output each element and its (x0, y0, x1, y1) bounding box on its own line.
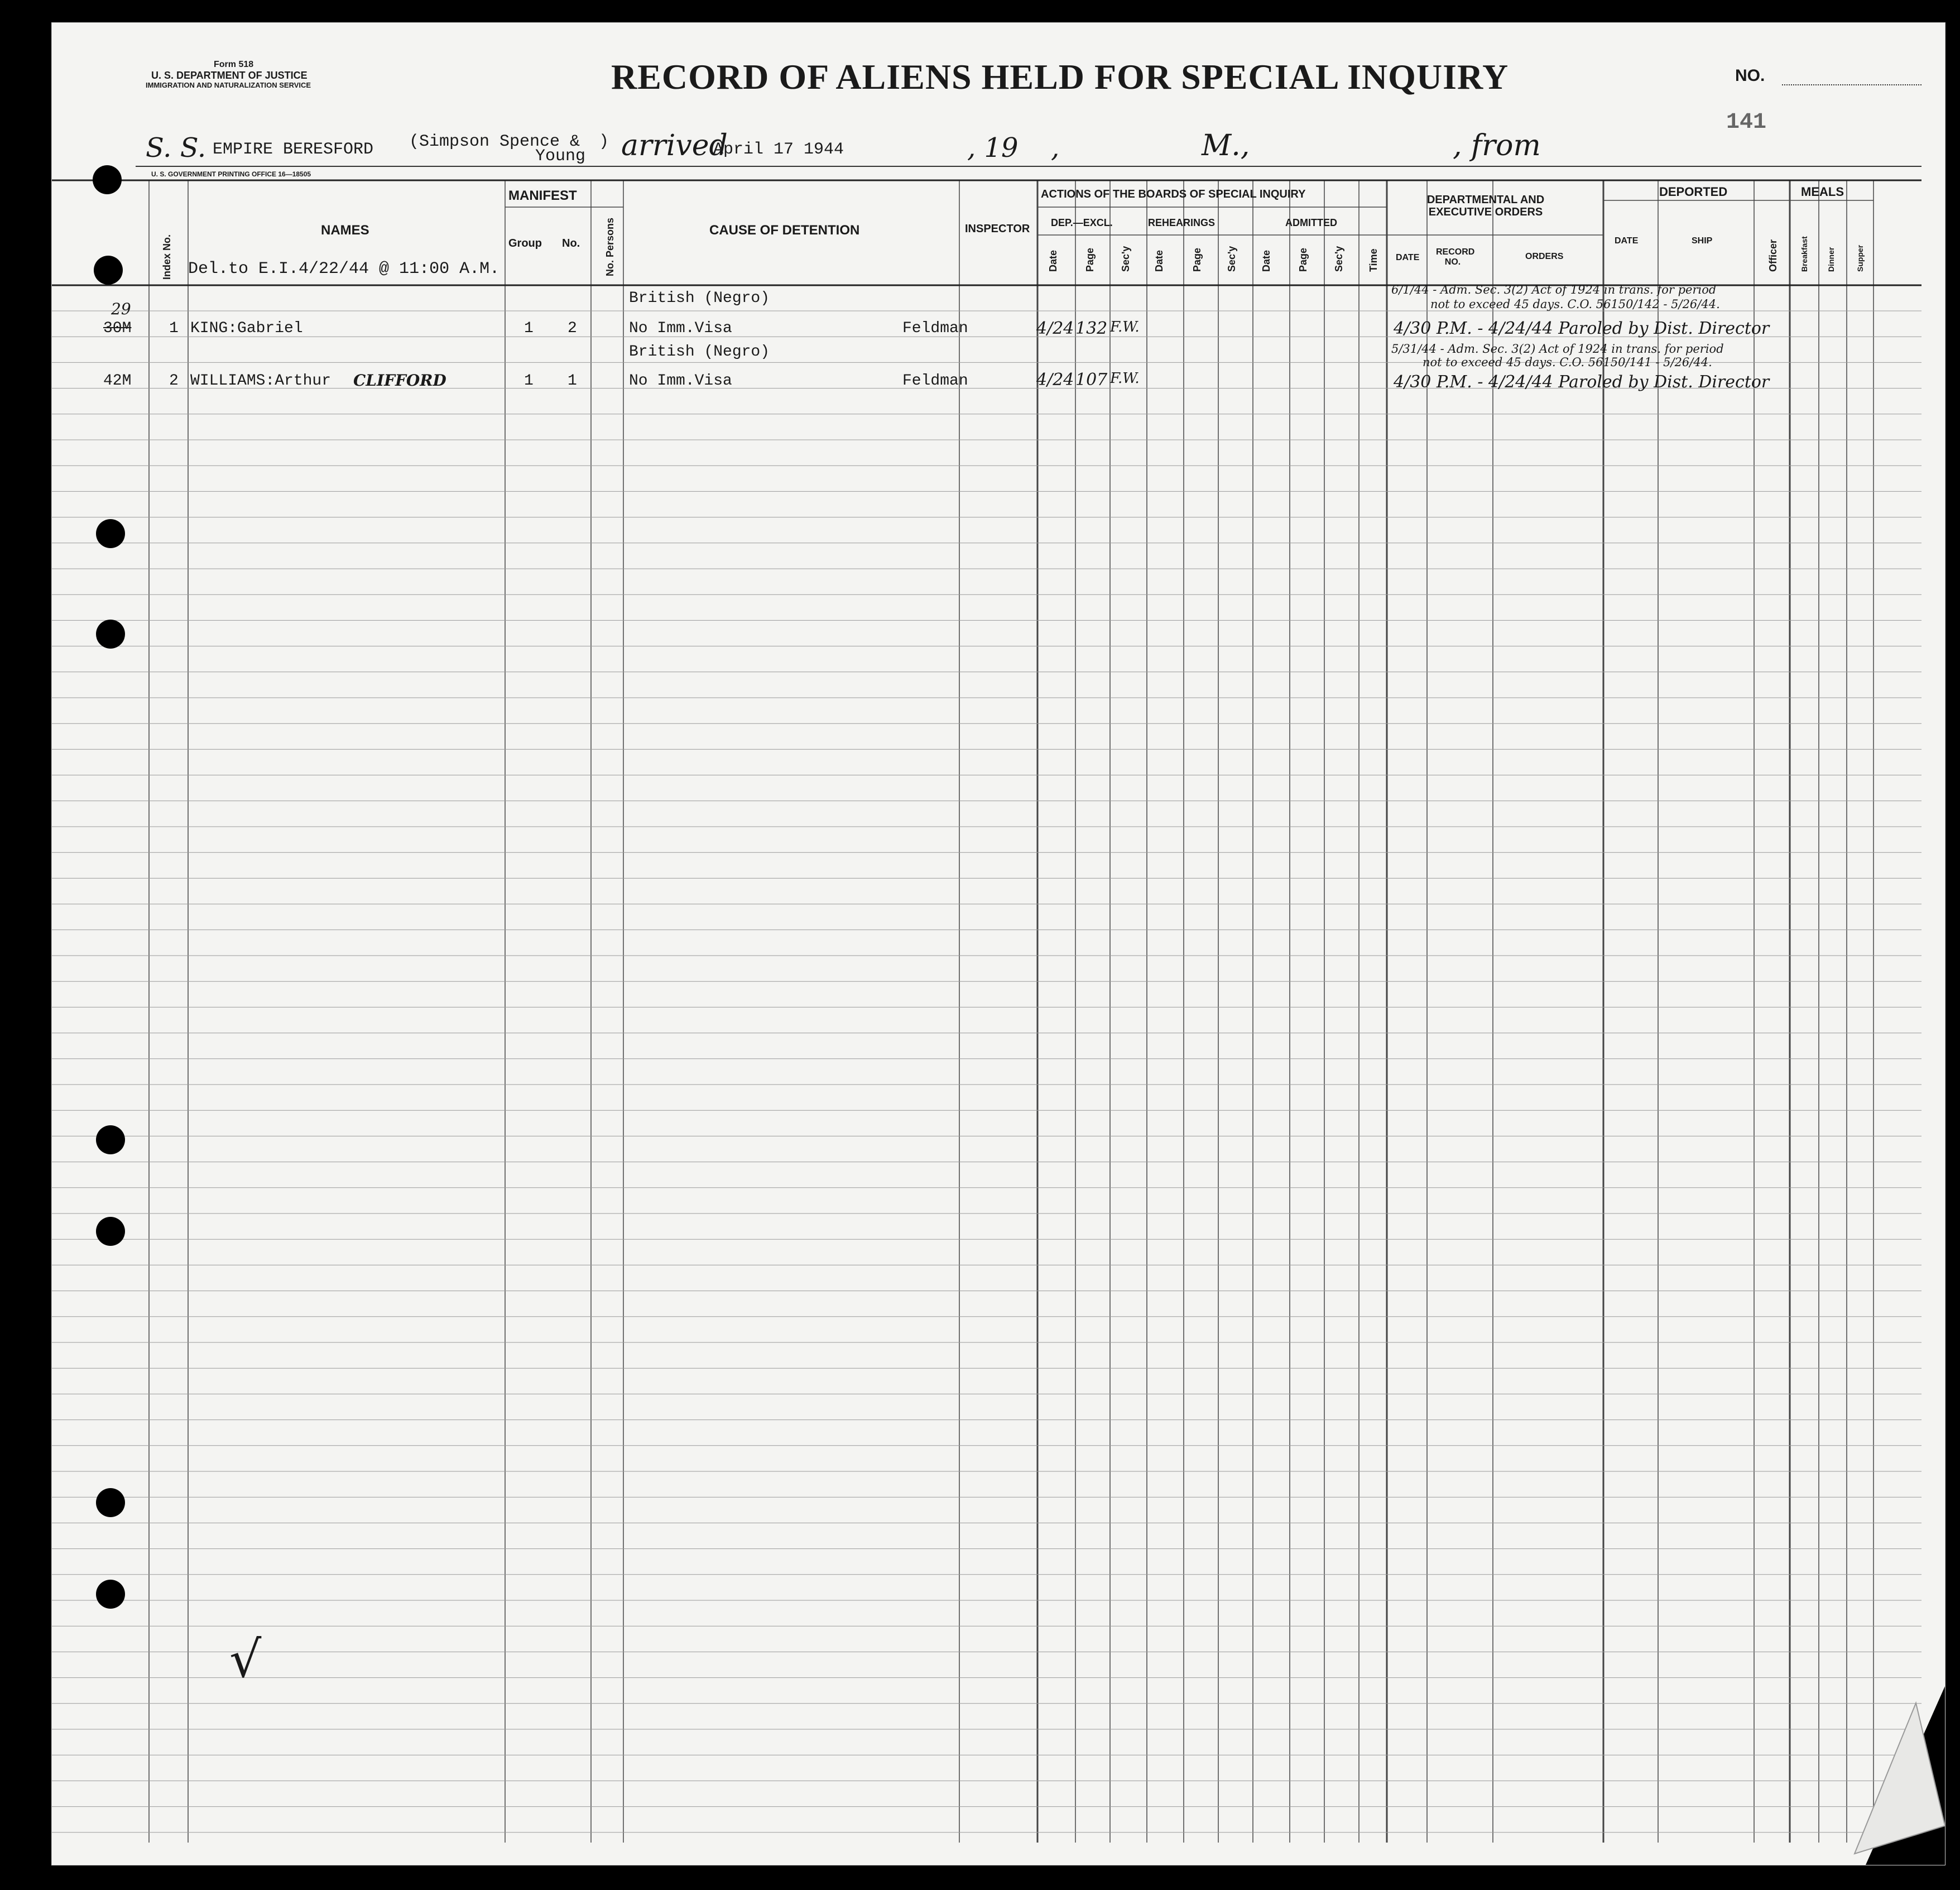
m-label: M., (1202, 129, 1250, 162)
ship-agent: (Simpson Spence & (409, 132, 580, 151)
punch-hole (93, 165, 122, 194)
col-manifest-no: No. (562, 237, 580, 250)
col-rehearings: REHEARINGS (1148, 217, 1216, 228)
dept-name: U. S. DEPARTMENT OF JUSTICE (151, 70, 308, 81)
col-cause: CAUSE OF DETENTION (709, 223, 860, 238)
row2-inspector: Feldman (902, 372, 968, 390)
comma-sep: , (1051, 132, 1060, 164)
row2-left-code: 42M (103, 372, 132, 390)
year-label: , 19 (967, 132, 1019, 164)
folded-corner (1832, 1686, 1945, 1865)
ship-name: EMPIRE BERESFORD (213, 140, 374, 159)
col-orders-date: DATE (1396, 253, 1420, 262)
row2-order-2: not to exceed 45 days. C.O. 56150/141 - 5/26/44. (1423, 356, 1712, 369)
col-dep-excl: DEP.—EXCL. (1051, 217, 1113, 228)
row1-bsi-date: 4/24 (1036, 319, 1074, 338)
page-title: RECORD OF ALIENS HELD FOR SPECIAL INQUIRY (611, 57, 1509, 97)
no-label: NO. (1735, 66, 1765, 85)
form-page (51, 22, 1945, 1865)
row2-name: WILLIAMS:Arthur (190, 372, 332, 390)
col-adm-date: Date (1261, 250, 1272, 272)
punch-hole (96, 1580, 125, 1609)
punch-hole (96, 1125, 125, 1154)
col-bsi-date: Date (1048, 250, 1059, 272)
col-adm-secy: Sec'y (1333, 246, 1344, 272)
col-officer: Officer (1767, 239, 1779, 272)
row2-bsi-page: 107 (1075, 370, 1108, 390)
arrived-label: arrived (621, 129, 728, 162)
col-names: NAMES (321, 223, 369, 238)
col-reh-secy: Sec'y (1226, 246, 1237, 272)
col-bsi-page: Page (1084, 247, 1096, 272)
row1-no: 2 (568, 320, 577, 337)
arrived-date: April 17 1944 (713, 140, 844, 159)
col-adm-time: Time (1368, 248, 1379, 272)
col-meals: MEALS (1801, 185, 1844, 199)
col-ship: SHIP (1692, 236, 1713, 246)
col-manifest: MANIFEST (508, 188, 577, 203)
ship-agent-2: Young (535, 147, 586, 166)
col-persons: No. Persons (604, 217, 616, 276)
row1-order-1: 6/1/44 - Adm. Sec. 3(2) Act of 1924 in trans. for period (1391, 283, 1717, 296)
col-adm-page: Page (1298, 247, 1309, 272)
row2-index: 2 (169, 372, 179, 390)
col-deported-date: DATE (1615, 236, 1639, 246)
delivery-note: Del.to E.I.4/22/44 @ 11:00 A.M. (188, 260, 500, 279)
col-actions: ACTIONS OF THE BOARDS OF SPECIAL INQUIRY (1041, 188, 1306, 200)
col-admitted: ADMITTED (1285, 217, 1337, 228)
ss-label: S. S. (146, 132, 206, 164)
punch-hole (96, 1488, 125, 1517)
row1-left-top: 29 (111, 300, 131, 318)
page-stamp: 141 (1726, 110, 1767, 135)
col-bsi-secy: Sec'y (1120, 246, 1131, 272)
col-supper: Supper (1856, 244, 1865, 272)
service-name: IMMIGRATION AND NATURALIZATION SERVICE (146, 81, 311, 89)
punch-hole (96, 620, 125, 649)
col-record-no: RECORD NO. (1436, 247, 1475, 267)
punch-hole (96, 1217, 125, 1246)
no-field-line (1782, 84, 1921, 85)
row2-no: 1 (568, 372, 577, 390)
row1-bsi-page: 132 (1075, 319, 1108, 338)
col-index: Index No. (161, 234, 172, 280)
form-number: Form 518 (214, 60, 254, 69)
row1-inspector: Feldman (902, 320, 968, 337)
check-mark: √ (229, 1630, 262, 1689)
col-inspector: INSPECTOR (965, 223, 1030, 235)
ship-agent-close: ) (599, 132, 609, 151)
col-reh-page: Page (1192, 247, 1203, 272)
from-label: , from (1453, 129, 1541, 162)
row1-order-3: 4/30 P.M. - 4/24/44 Paroled by Dist. Director (1394, 319, 1770, 338)
col-dinner: Dinner (1827, 247, 1836, 272)
printing-office: U. S. GOVERNMENT PRINTING OFFICE 16—18505 (151, 170, 311, 178)
row1-group: 1 (524, 320, 534, 337)
row2-order-1: 5/31/44 - Adm. Sec. 3(2) Act of 1924 in trans. for period (1391, 342, 1724, 356)
row2-order-3: 4/30 P.M. - 4/24/44 Paroled by Dist. Director (1394, 372, 1770, 392)
punch-hole (96, 519, 125, 548)
col-reh-date: Date (1154, 250, 1165, 272)
col-breakfast: Breakfast (1800, 236, 1809, 272)
col-deported: DEPORTED (1659, 185, 1728, 199)
row1-order-2: not to exceed 45 days. C.O. 56150/142 - 5/26/44. (1430, 298, 1720, 311)
row1-bsi-secy: F.W. (1110, 319, 1140, 335)
col-dept-orders: DEPARTMENTAL AND EXECUTIVE ORDERS (1426, 194, 1545, 218)
row1-index: 1 (169, 320, 179, 337)
row1-nationality: British (Negro) (629, 290, 770, 307)
row2-bsi-date: 4/24 (1036, 370, 1074, 390)
ship-line-rule (136, 166, 1921, 167)
row2-bsi-secy: F.W. (1110, 370, 1140, 387)
col-orders: ORDERS (1525, 252, 1564, 261)
row2-cause: No Imm.Visa (629, 372, 732, 390)
row2-name-hand: CLIFFORD (353, 371, 446, 390)
row1-name: KING:Gabriel (190, 320, 303, 337)
row2-nationality: British (Negro) (629, 343, 770, 361)
punch-hole (94, 256, 123, 285)
row2-group: 1 (524, 372, 534, 390)
row1-cause: No Imm.Visa (629, 320, 732, 337)
row1-left-code: 30M (103, 320, 132, 337)
col-group: Group (508, 237, 542, 250)
